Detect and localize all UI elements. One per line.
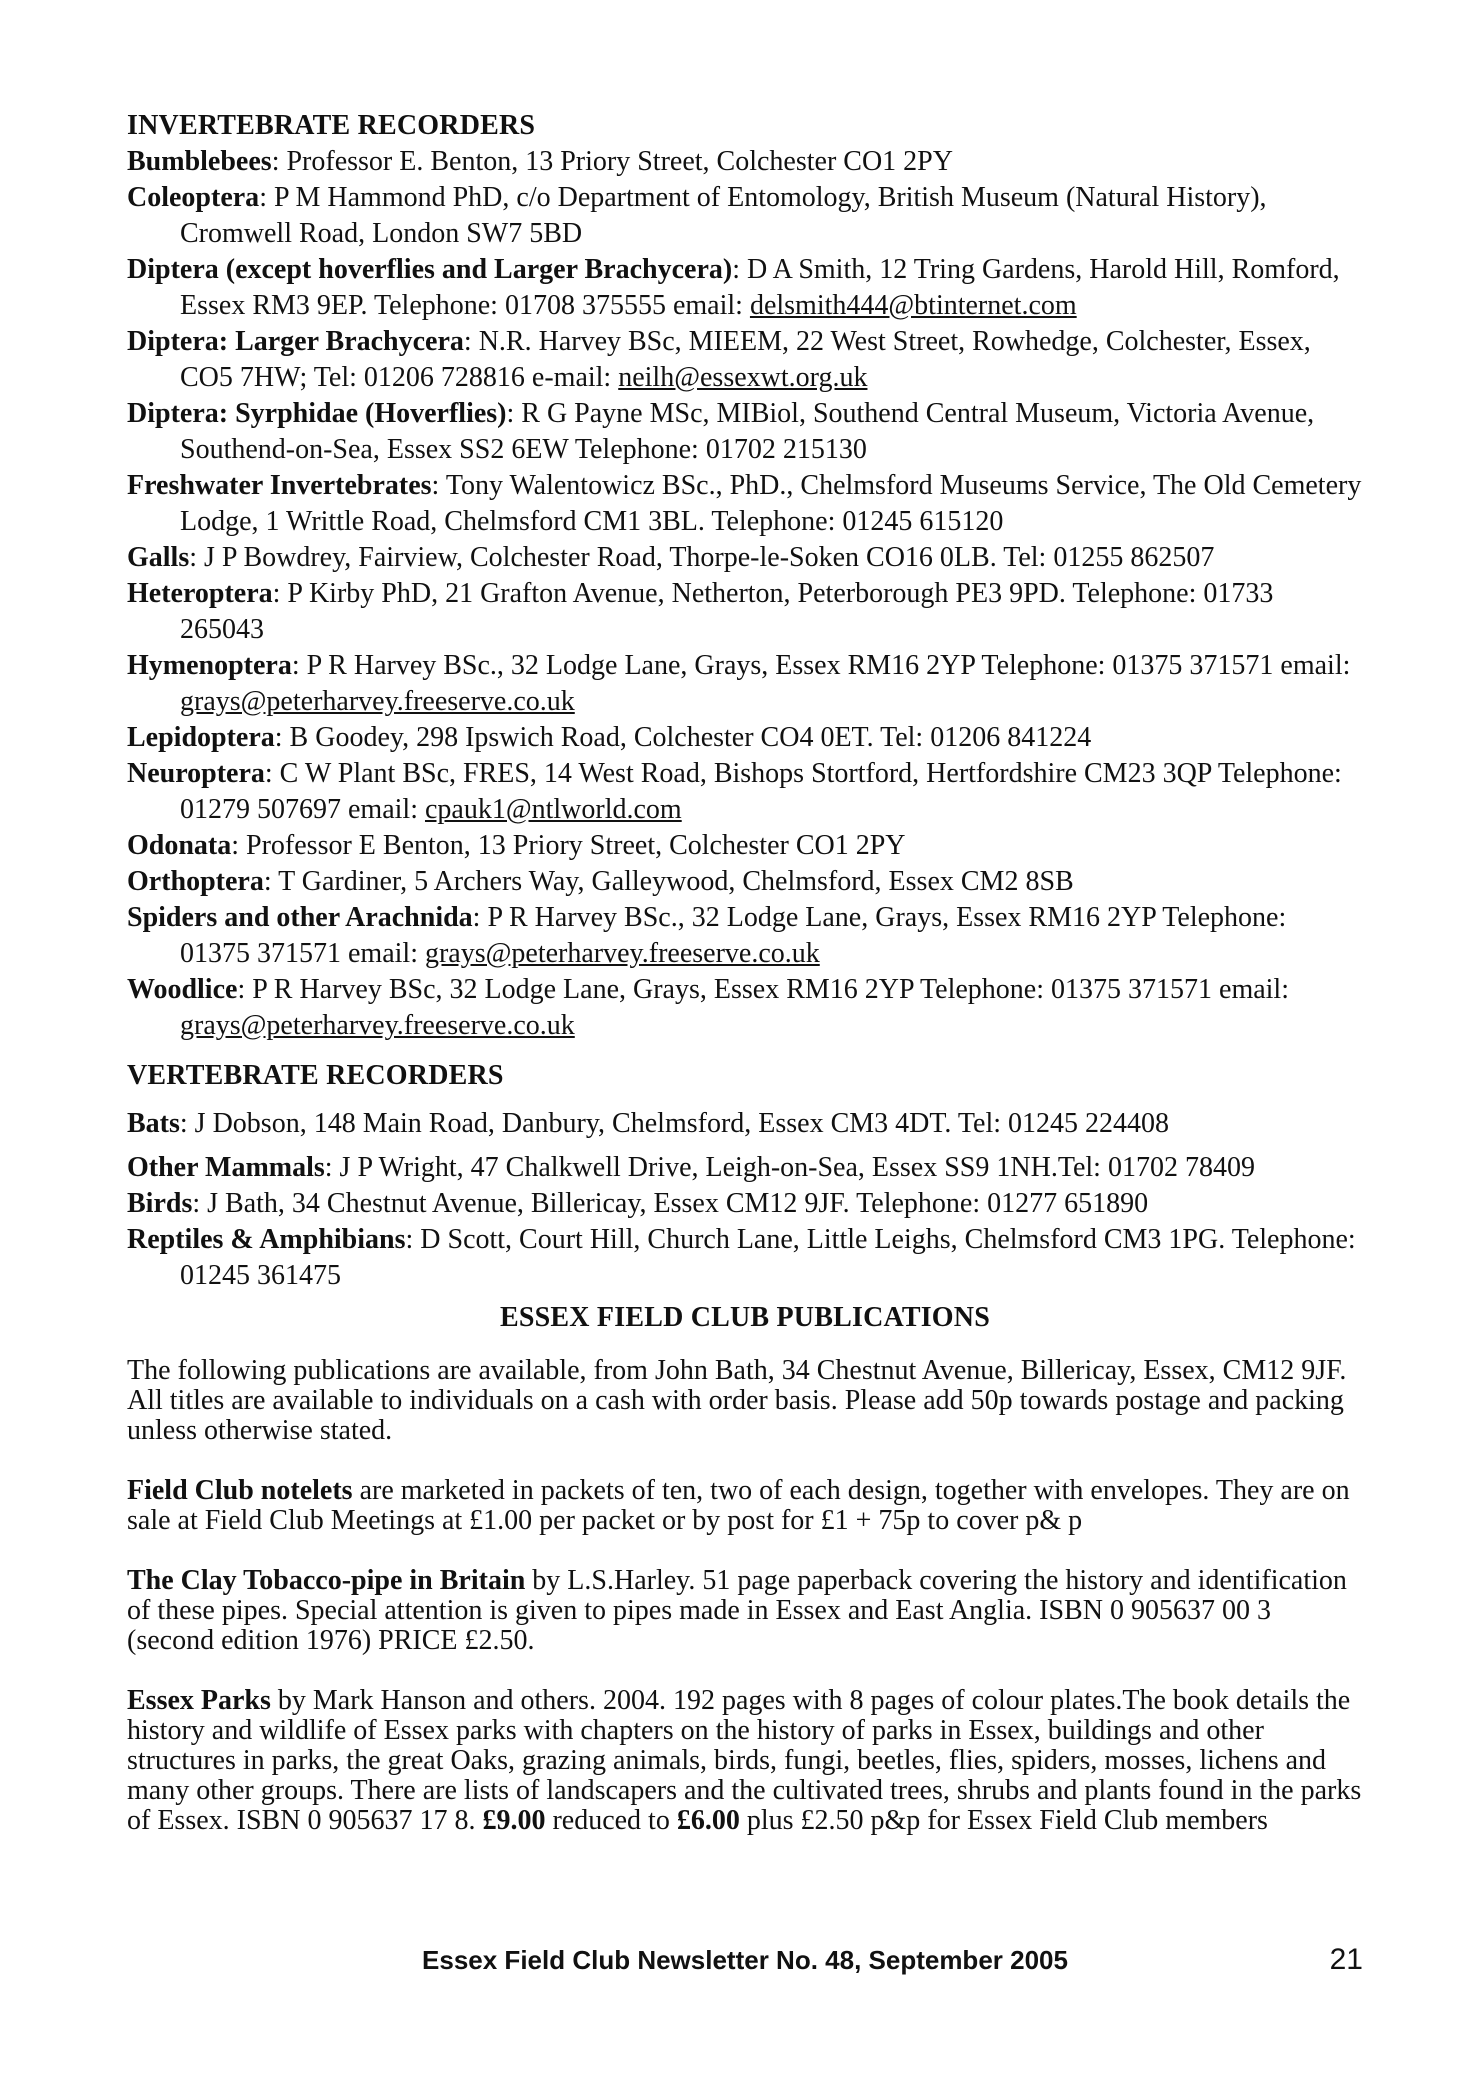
- email-link[interactable]: grays@peterharvey.freeserve.co.uk: [180, 1010, 575, 1041]
- recorder-group: Bats: [127, 1108, 180, 1139]
- recorder-group: Lepidoptera: [127, 722, 275, 753]
- recorder-group: Hymenoptera: [127, 650, 292, 681]
- invertebrate-heading: INVERTEBRATE RECORDERS: [127, 110, 536, 141]
- new-price: £6.00: [676, 1805, 740, 1836]
- recorder-entry: [127, 144, 1363, 180]
- recorder-group: Galls: [127, 542, 190, 573]
- recorder-details: : Professor E. Benton, 13 Priory Street, Colchester CO1 2PY: [271, 146, 953, 177]
- recorder-entry: [127, 720, 1363, 756]
- recorder-entry: [127, 1150, 1363, 1186]
- email-link[interactable]: neilh@essexwt.org.uk: [618, 362, 868, 393]
- recorder-entry: [127, 396, 1363, 468]
- recorder-group: Diptera: Larger Brachycera: [127, 326, 464, 357]
- recorder-details: : T Gardiner, 5 Archers Way, Galleywood, Chelmsford, Essex CM2 8SB: [263, 866, 1074, 897]
- recorder-details: : D Scott, Court Hill, Church Lane, Little Leighs, Chelmsford CM3 1PG. Telephone: 01245 361475: [180, 1224, 1356, 1291]
- recorder-entry: [127, 324, 1363, 396]
- recorder-details: : C W Plant BSc, FRES, 14 West Road, Bishops Stortford, Hertfordshire CM23 3QP Telephone: 01279 507697 email:: [180, 758, 1342, 825]
- recorder-group: Woodlice: [127, 974, 238, 1005]
- recorder-entry: [127, 900, 1363, 972]
- email-link[interactable]: cpauk1@ntlworld.com: [424, 794, 682, 825]
- recorder-entry: [127, 972, 1363, 1044]
- recorder-details: : Tony Walentowicz BSc., PhD., Chelmsford Museums Service, The Old Cemetery Lodge, 1 Writtle Road, Chelmsford CM1 3BL. Telephone: 01245 615120: [180, 470, 1362, 537]
- publication-description: by L.S.Harley. 51 page paperback covering the history and identification of these pipes. Special attention is given to pipes made in Essex and East Anglia. ISBN 0 905637 00 3 (second edition 1976) PRICE £2.50.: [127, 1565, 1347, 1656]
- recorder-group: Reptiles & Amphibians: [127, 1224, 406, 1255]
- recorder-details: : P M Hammond PhD, c/o Department of Entomology, British Museum (Natural History), Cromwell Road, London SW7 5BD: [180, 182, 1267, 249]
- publication-notelets: [127, 1476, 1363, 1536]
- page-content: [127, 108, 1363, 1866]
- recorder-details: : J Dobson, 148 Main Road, Danbury, Chelmsford, Essex CM3 4DT. Tel: 01245 224408: [179, 1108, 1170, 1139]
- vertebrate-list: [127, 1106, 1363, 1294]
- publication-title: Essex Parks: [127, 1685, 271, 1716]
- recorder-entry: [127, 648, 1363, 720]
- page-footer: [127, 1940, 1363, 1980]
- recorder-details: : P R Harvey BSc., 32 Lodge Lane, Grays, Essex RM16 2YP Telephone: 01375 371571 email:: [180, 902, 1287, 969]
- email-link[interactable]: delsmith444@btinternet.com: [749, 290, 1077, 321]
- recorder-group: Diptera: Syrphidae (Hoverflies): [127, 398, 507, 429]
- recorder-details: : N.R. Harvey BSc, MIEEM, 22 West Street, Rowhedge, Colchester, Essex, CO5 7HW; Tel: 01206 728816 e-mail:: [180, 326, 1311, 393]
- recorder-details: : R G Payne MSc, MIBiol, Southend Central Museum, Victoria Avenue, Southend-on-Sea, Essex SS2 6EW Telephone: 01702 215130: [180, 398, 1315, 465]
- recorder-entry: [127, 828, 1363, 864]
- price-note: plus £2.50 p&p for Essex Field Club members: [739, 1805, 1268, 1836]
- recorder-details: : J Bath, 34 Chestnut Avenue, Billericay, Essex CM12 9JF. Telephone: 01277 651890: [192, 1188, 1149, 1219]
- recorder-entry: [127, 1106, 1363, 1142]
- old-price: £9.00: [482, 1805, 546, 1836]
- recorder-group: Spiders and other Arachnida: [127, 902, 473, 933]
- recorder-group: Heteroptera: [127, 578, 273, 609]
- recorder-group: Bumblebees: [127, 146, 272, 177]
- recorder-details: : P R Harvey BSc, 32 Lodge Lane, Grays, Essex RM16 2YP Telephone: 01375 371571 email:: [237, 974, 1289, 1005]
- recorder-group: Birds: [127, 1188, 193, 1219]
- vertebrate-heading: VERTEBRATE RECORDERS: [127, 1060, 504, 1091]
- newsletter-title: Essex Field Club Newsletter No. 48, September 2005: [422, 1945, 1068, 1975]
- recorder-entry: [127, 180, 1363, 252]
- recorder-group: Neuroptera: [127, 758, 265, 789]
- recorder-entry: [127, 1186, 1363, 1222]
- recorder-details: : B Goodey, 298 Ipswich Road, Colchester CO4 0ET. Tel: 01206 841224: [274, 722, 1092, 753]
- email-link[interactable]: grays@peterharvey.freeserve.co.uk: [180, 686, 575, 717]
- publication-description: are marketed in packets of ten, two of each design, together with envelopes. They are on sale at Field Club Meetings at £1.00 per packet or by post for £1 + 75p to cover p& p: [127, 1475, 1350, 1536]
- recorder-group: Diptera (except hoverflies and Larger Brachycera): [127, 254, 733, 285]
- publication-title: Field Club notelets: [127, 1475, 353, 1506]
- recorder-group: Other Mammals: [127, 1152, 325, 1183]
- publications-intro: The following publications are available, from John Bath, 34 Chestnut Avenue, Billericay, Essex, CM12 9JF. All titles are available to individuals on a cash with order basis. Please add 50p towards postage and packing unless otherwise stated.: [127, 1355, 1347, 1446]
- recorder-entry: [127, 540, 1363, 576]
- invertebrate-list: [127, 144, 1363, 1044]
- publications-heading: ESSEX FIELD CLUB PUBLICATIONS: [500, 1302, 990, 1333]
- recorder-entry: [127, 864, 1363, 900]
- publication-essex-parks: [127, 1686, 1363, 1836]
- recorder-group: Orthoptera: [127, 866, 264, 897]
- page-number: 21: [1329, 1943, 1363, 1976]
- recorder-details: : Professor E Benton, 13 Priory Street, Colchester CO1 2PY: [231, 830, 906, 861]
- recorder-entry: [127, 252, 1363, 324]
- recorder-group: Odonata: [127, 830, 232, 861]
- email-link[interactable]: grays@peterharvey.freeserve.co.uk: [424, 938, 820, 969]
- price-connector: reduced to: [545, 1805, 677, 1836]
- publication-clay-pipe: [127, 1566, 1363, 1656]
- recorder-group: Coleoptera: [127, 182, 260, 213]
- recorder-details: : P Kirby PhD, 21 Grafton Avenue, Netherton, Peterborough PE3 9PD. Telephone: 01733 265043: [180, 578, 1274, 645]
- recorder-entry: [127, 756, 1363, 828]
- publication-title: The Clay Tobacco-pipe in Britain: [127, 1565, 526, 1596]
- recorder-details: : P R Harvey BSc., 32 Lodge Lane, Grays, Essex RM16 2YP Telephone: 01375 371571 email:: [291, 650, 1351, 681]
- recorder-entry: [127, 576, 1363, 648]
- recorder-entry: [127, 1222, 1363, 1294]
- publication-description: by Mark Hanson and others. 2004. 192 pages with 8 pages of colour plates.The book details the history and wildlife of Essex parks with chapters on the history of parks in Essex, buildings and other structures in parks, the great Oaks, grazing animals, birds, fungi, beetles, flies, spiders, mosses, lichens and many other groups. There are lists of landscapers and the cultivated trees, shrubs and plants found in the parks of Essex. ISBN 0 905637 17 8.: [127, 1685, 1362, 1836]
- recorder-details: : J P Wright, 47 Chalkwell Drive, Leigh-on-Sea, Essex SS9 1NH.Tel: 01702 78409: [324, 1152, 1255, 1183]
- recorder-details: : J P Bowdrey, Fairview, Colchester Road, Thorpe-le-Soken CO16 0LB. Tel: 01255 862507: [189, 542, 1215, 573]
- recorder-group: Freshwater Invertebrates: [127, 470, 432, 501]
- recorder-entry: [127, 468, 1363, 540]
- recorder-details: : D A Smith, 12 Tring Gardens, Harold Hill, Romford, Essex RM3 9EP. Telephone: 01708 375555 email:: [180, 254, 1340, 321]
